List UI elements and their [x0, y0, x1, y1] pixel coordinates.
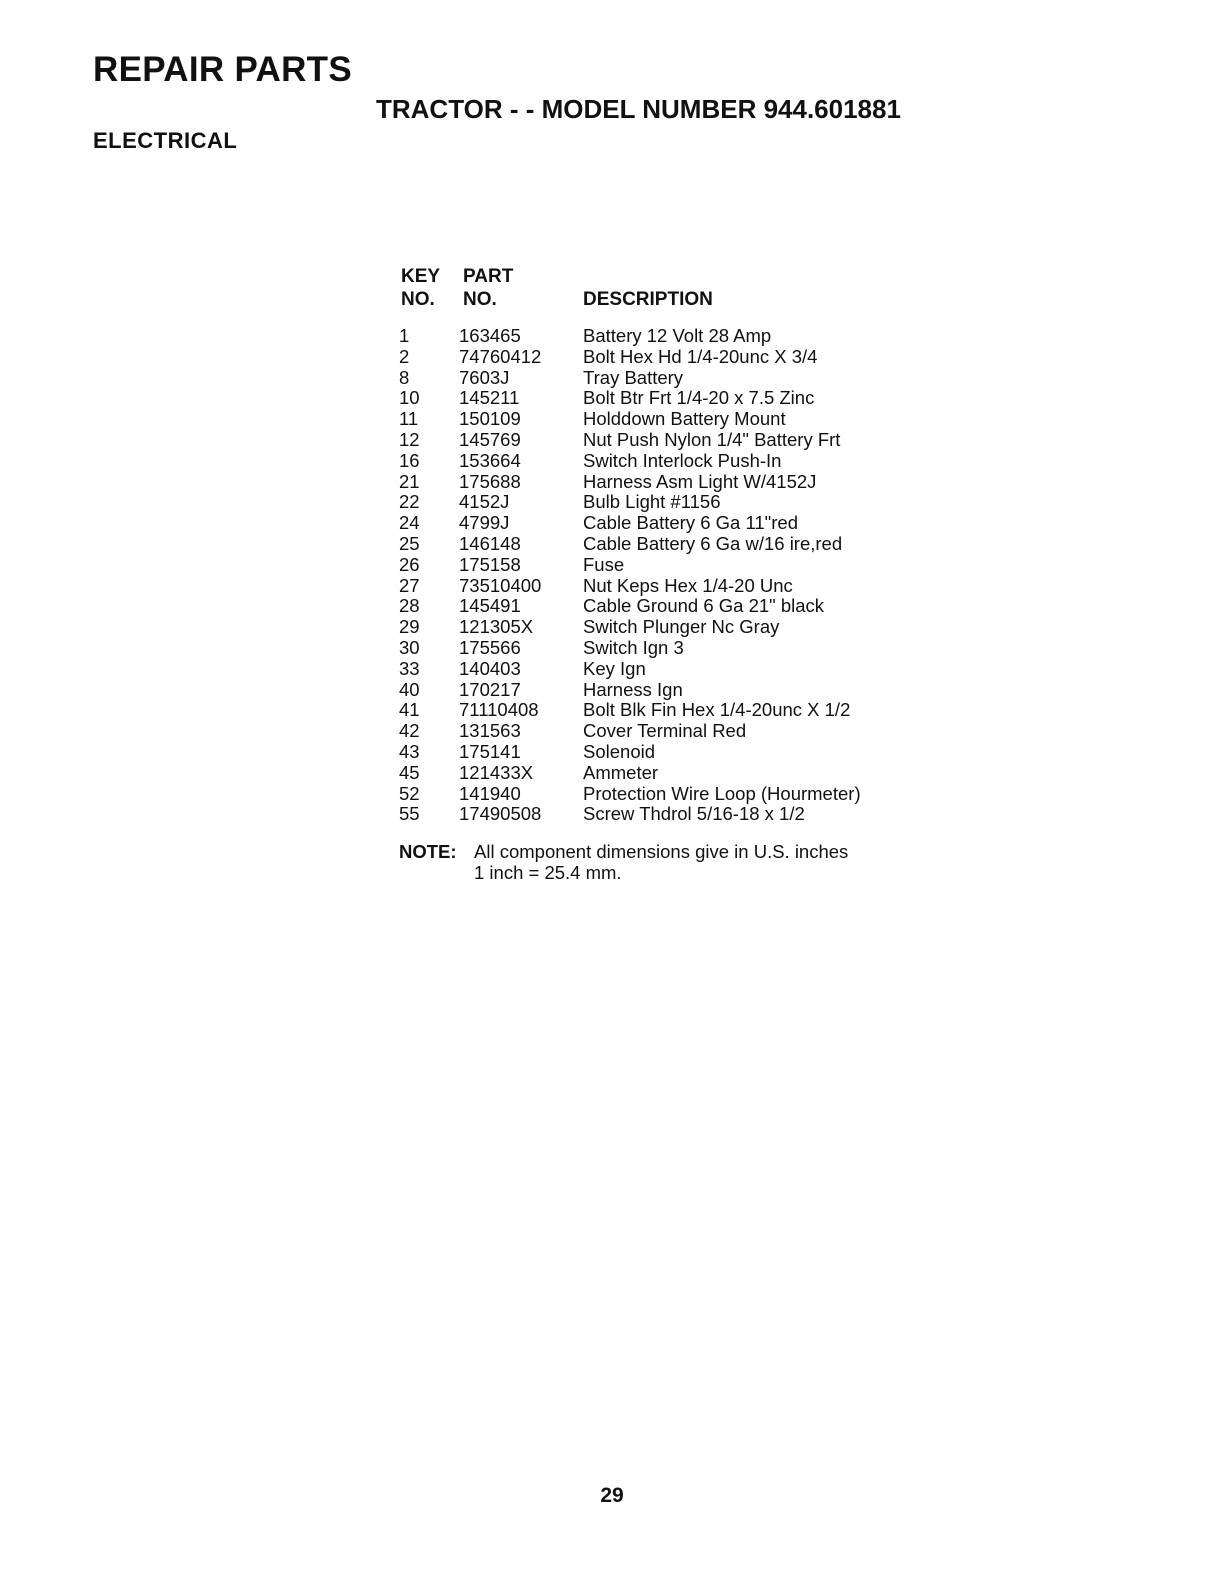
key-no: 26	[399, 553, 420, 575]
part-no: 73510400	[459, 574, 542, 596]
part-no: 153664	[459, 449, 521, 471]
table-row	[399, 576, 919, 597]
key-no: 11	[399, 408, 419, 430]
key-no: 22	[399, 491, 420, 513]
page-title: REPAIR PARTS	[93, 50, 352, 89]
part-description: Harness Asm Light W/4152J	[583, 470, 817, 492]
table-row	[399, 721, 919, 742]
part-no: 141940	[459, 782, 521, 804]
table-row	[399, 472, 919, 493]
part-description: Screw Thdrol 5/16-18 x 1/2	[583, 803, 805, 825]
key-no: 25	[399, 532, 420, 554]
key-no: 55	[399, 803, 420, 825]
key-no: 24	[399, 512, 420, 534]
key-no: 21	[399, 470, 420, 492]
part-no: 175158	[459, 553, 521, 575]
table-row	[399, 388, 919, 409]
part-description: Nut Keps Hex 1/4-20 Unc	[583, 574, 793, 596]
table-row	[399, 680, 919, 701]
part-description: Holddown Battery Mount	[583, 408, 786, 430]
table-row	[399, 763, 919, 784]
part-no: 146148	[459, 532, 521, 554]
table-row	[399, 430, 919, 451]
part-no: 175688	[459, 470, 521, 492]
part-description: Tray Battery	[583, 366, 684, 388]
table-row	[399, 596, 919, 617]
part-description: Bolt Hex Hd 1/4-20unc X 3/4	[583, 345, 818, 367]
table-row	[399, 347, 919, 368]
part-description: Solenoid	[583, 740, 656, 762]
table-header	[399, 266, 919, 326]
table-row	[399, 326, 919, 347]
part-description: Bulb Light #1156	[583, 491, 721, 513]
key-header-line2: NO.	[401, 289, 435, 310]
part-description: Switch Ign 3	[583, 636, 684, 658]
key-no: 10	[399, 387, 420, 409]
table-row	[399, 784, 919, 805]
key-no: 28	[399, 595, 420, 617]
part-no: 121305X	[459, 616, 534, 638]
table-row	[399, 513, 919, 534]
part-description: Cable Battery 6 Ga w/16 ire,red	[583, 532, 843, 554]
part-description: Bolt Btr Frt 1/4-20 x 7.5 Zinc	[583, 387, 815, 409]
key-no: 29	[399, 616, 420, 638]
table-row	[399, 409, 919, 430]
part-no: 140403	[459, 657, 521, 679]
part-header-line1: PART	[463, 266, 514, 287]
part-no: 4152J	[459, 491, 510, 513]
key-no: 52	[399, 782, 420, 804]
part-no: 7603J	[459, 366, 510, 388]
part-description: Harness Ign	[583, 678, 683, 700]
key-no: 40	[399, 678, 420, 700]
key-no: 1	[399, 325, 410, 346]
parts-list	[399, 326, 919, 825]
part-description: Fuse	[583, 553, 625, 575]
part-no: 121433X	[459, 761, 534, 783]
part-no: 131563	[459, 720, 521, 742]
part-description: Key Ign	[583, 657, 646, 679]
note-line-2: 1 inch = 25.4 mm.	[474, 861, 622, 883]
key-no: 16	[399, 449, 420, 471]
key-header-line1: KEY	[401, 266, 441, 287]
page-number: 29	[600, 1484, 624, 1507]
table-row	[399, 492, 919, 513]
key-no: 45	[399, 761, 420, 783]
model-title: TRACTOR - - MODEL NUMBER 944.601881	[376, 94, 901, 124]
description-header: DESCRIPTION	[583, 289, 713, 310]
part-no: 145769	[459, 428, 521, 450]
part-no: 145491	[459, 595, 521, 617]
key-no: 8	[399, 366, 410, 388]
part-description: Cable Ground 6 Ga 21" black	[583, 595, 825, 617]
table-row	[399, 659, 919, 680]
table-row	[399, 368, 919, 389]
table-row	[399, 638, 919, 659]
part-description: Ammeter	[583, 761, 659, 783]
part-no: 74760412	[459, 345, 542, 367]
table-row	[399, 451, 919, 472]
key-no: 43	[399, 740, 420, 762]
part-description: Cover Terminal Red	[583, 720, 747, 742]
part-header-line2: NO.	[463, 289, 497, 310]
part-no: 4799J	[459, 512, 510, 534]
part-no: 170217	[459, 678, 521, 700]
key-no: 30	[399, 636, 420, 658]
part-description: Switch Interlock Push-In	[583, 449, 782, 471]
key-no: 12	[399, 428, 420, 450]
part-no: 163465	[459, 325, 521, 346]
note-line-1: All component dimensions give in U.S. inches	[474, 841, 849, 862]
part-description: Cable Battery 6 Ga 11"red	[583, 512, 798, 534]
table-row	[399, 617, 919, 638]
key-no: 33	[399, 657, 420, 679]
key-no: 27	[399, 574, 420, 596]
table-row	[399, 555, 919, 576]
parts-table	[399, 266, 919, 825]
key-no: 2	[399, 345, 410, 367]
part-description: Switch Plunger Nc Gray	[583, 616, 780, 638]
table-row	[399, 742, 919, 763]
part-no: 145211	[459, 387, 520, 409]
table-row	[399, 534, 919, 555]
table-row	[399, 804, 919, 825]
part-no: 175566	[459, 636, 521, 658]
note-label: NOTE:	[399, 841, 457, 862]
part-description: Bolt Blk Fin Hex 1/4-20unc X 1/2	[583, 699, 851, 721]
table-row	[399, 700, 919, 721]
part-description: Battery 12 Volt 28 Amp	[583, 325, 772, 346]
part-description: Protection Wire Loop (Hourmeter)	[583, 782, 861, 804]
section-title: ELECTRICAL	[93, 128, 238, 153]
part-description: Nut Push Nylon 1/4" Battery Frt	[583, 428, 841, 450]
note-text	[474, 842, 848, 884]
part-no: 71110408	[459, 699, 539, 721]
part-no: 175141	[459, 740, 521, 762]
key-no: 41	[399, 699, 420, 721]
part-no: 17490508	[459, 803, 542, 825]
part-no: 150109	[459, 408, 521, 430]
key-no: 42	[399, 720, 420, 742]
